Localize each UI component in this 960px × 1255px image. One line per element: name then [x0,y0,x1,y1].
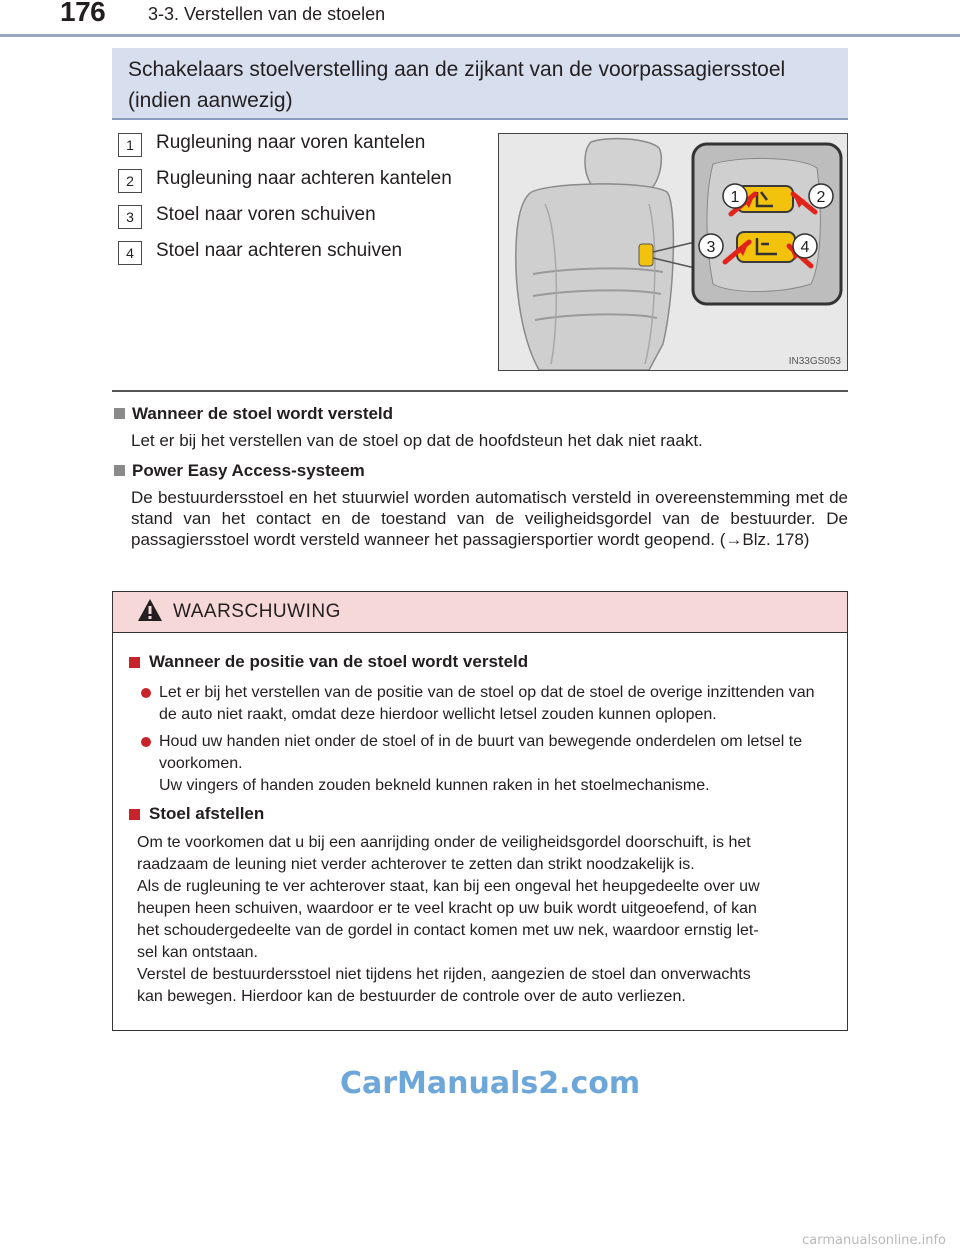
figure-code: IN33GS053 [788,356,841,367]
note-power-easy-access [112,461,848,550]
step-number: 1 [118,133,142,157]
warning-header [113,592,847,633]
text-line: Als de rugleuning te ver achterover staat, kan bij een ongeval het heupgedeelte over uw [137,878,760,895]
warning-sub-title-2: Stoel afstellen [129,804,264,824]
section-title-line2: (indien aanwezig) [128,89,293,112]
warning-box [112,591,848,1031]
step-number: 3 [118,205,142,229]
section-divider [112,390,848,392]
note-title: Wanneer de stoel wordt versteld [112,404,848,424]
step-label: Stoel naar achteren schuiven [156,240,403,261]
text-line: heupen heen schuiven, waardoor er te veel kracht op uw buik wordt uitgeoefend, of kan [137,900,757,917]
step-label: Stoel naar voren schuiven [156,204,376,225]
note-title: Power Easy Access-systeem [112,461,848,481]
step-label: Rugleuning naar achteren kantelen [156,168,452,189]
seat-illustration-svg [499,134,847,370]
red-dot-bullet-icon [141,737,151,747]
figure-callout-3: 3 [706,239,716,256]
carmanuals-watermark: CarManuals2.com [340,1066,641,1101]
warning-triangle-icon [137,598,163,622]
header-rule [0,34,960,37]
text-line: raadzaam de leuning niet verder achterover te zetten dan strikt noodzakelijk is. [137,856,695,873]
text-line: kan bewegen. Hierdoor kan de bestuurder de controle over de auto verliezen. [137,988,686,1005]
note-seat-adjust [112,404,848,451]
page-number: 176 [60,0,106,27]
red-square-bullet-icon [129,657,140,668]
section-header [112,48,848,120]
section-title-line1: Schakelaars stoelverstelling aan de zijkant van de voorpassagiersstoel [128,58,786,81]
figure-callout-4: 4 [800,239,810,256]
bullet-line: Uw vingers of handen zouden bekneld kunnen raken in het stoelmechanisme. [159,777,710,794]
square-bullet-icon [114,465,125,476]
text-line: het schoudergedeelte van de gordel in contact komen met uw nek, waardoor ernstig let- [137,922,759,939]
bullet-line: Let er bij het verstellen van de positie van de stoel op dat de stoel de overige inzittenden van [159,684,815,701]
warning-text-block [137,832,833,1008]
warning-sub-title-1: Wanneer de positie van de stoel wordt versteld [129,652,528,672]
step-number: 2 [118,169,142,193]
chapter-title: 3-3. Verstellen van de stoelen [148,4,386,24]
note-body: De bestuurdersstoel en het stuurwiel worden automatisch versteld in overeenstemming met de stand van het contact en de toestand van de veiligheidsgordel van de bestuurder. De passagiersstoel wordt versteld wanneer het passagiersportier wordt geopend. (→Blz. 178) [131,488,848,549]
site-watermark: carmanualsonline.info [802,1233,946,1248]
red-square-bullet-icon [129,809,140,820]
figure-callout-1: 1 [730,189,740,206]
warning-bullet-1 [141,682,859,726]
bullet-line: voorkomen. [159,755,243,772]
note-body: Let er bij het verstellen van de stoel op dat de hoofdsteun het dak niet raakt. [131,431,703,450]
figure-callout-2: 2 [816,189,826,206]
text-line: Verstel de bestuurdersstoel niet tijdens het rijden, aangezien de stoel dan onverwachts [137,966,751,983]
red-dot-bullet-icon [141,688,151,698]
warning-label: WAARSCHUWING [173,601,341,622]
seat-switch-illustration [498,133,848,371]
warning-bullet-2 [141,731,859,797]
bullet-line: de auto niet raakt, omdat deze hierdoor wellicht letsel zouden kunnen oplopen. [159,706,717,723]
step-number: 4 [118,241,142,265]
bullet-line: Houd uw handen niet onder de stoel of in de buurt van bewegende onderdelen om letsel te [159,733,803,750]
square-bullet-icon [114,408,125,419]
text-line: Om te voorkomen dat u bij een aanrijding onder de veiligheidsgordel doorschuift, is het [137,834,751,851]
step-label: Rugleuning naar voren kantelen [156,132,426,153]
text-line: sel kan ontstaan. [137,944,258,961]
